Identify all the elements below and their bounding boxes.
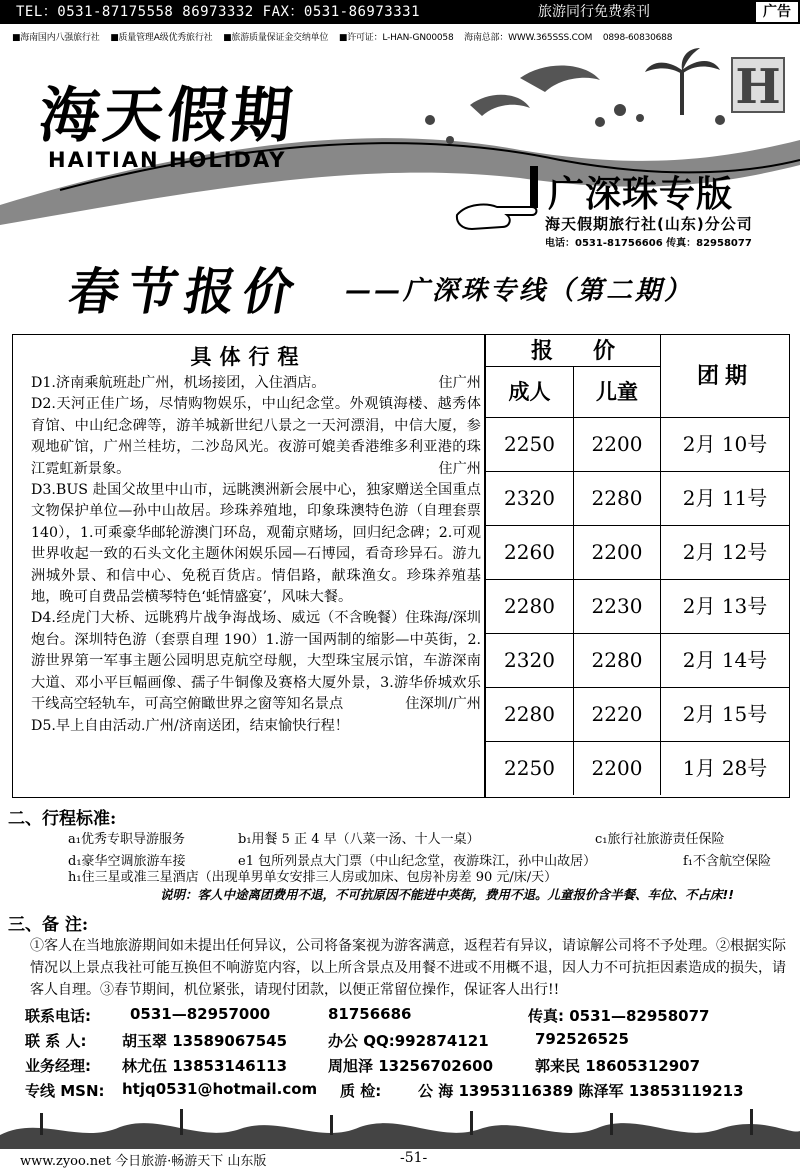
office-qq: 办公 QQ:992874121 xyxy=(328,1032,489,1050)
phone-number: 81756686 xyxy=(328,1005,412,1023)
child-header: 儿童 xyxy=(574,367,661,417)
itinerary-body xyxy=(31,373,481,737)
footer-site: www.zyoo.net 今日旅游·畅游天下 山东版 xyxy=(20,1154,267,1169)
price-row xyxy=(486,741,789,797)
itinerary-box xyxy=(12,334,485,798)
phone-number: 0531—82957000 xyxy=(130,1005,271,1023)
adult-price: 2320 xyxy=(486,634,574,687)
itinerary-title: 具体行程 xyxy=(190,344,307,369)
itinerary-day: D2.天河正佳广场，尽情购物娱乐，中山纪念堂。外观镇海楼、越秀体育馆、中山纪念碑等，游羊城新世纪八景之一天河漂涓，中信大厦，参观地矿馆，广州兰桂坊，二沙岛风光。夜游可媲美香港维多利亚港的珠江霓虹新景象。 住广州 xyxy=(31,396,481,477)
cert-item: 海南总部：WWW.365SSS.COM xyxy=(464,33,593,43)
tour-date: 2月 15号 xyxy=(682,702,768,726)
price-row xyxy=(486,471,789,525)
standard-item: h₁住三星或准三星酒店（出现单男单女安排三人房或加床、包房补房差 90 元/床/天） xyxy=(68,870,558,885)
price-row xyxy=(486,417,789,471)
tour-date: 2月 10号 xyxy=(682,432,768,456)
tour-date: 1月 28号 xyxy=(682,756,768,780)
child-price: 2280 xyxy=(574,472,661,525)
manager: 林尤伍 13853146113 xyxy=(122,1057,288,1075)
brand-logo-cn: 海天假期 xyxy=(35,81,300,151)
cert-item: ■旅游质量保证金交纳单位 xyxy=(223,33,329,43)
adult-price: 2280 xyxy=(486,688,574,741)
standard-item: e1 包所列景点大门票（中山纪念堂，夜游珠江，孙中山故居） xyxy=(238,854,597,869)
headline-title: 春节报价 xyxy=(64,262,307,321)
remarks-heading: 三、备 注: xyxy=(8,915,89,935)
qc-label: 质 检: xyxy=(340,1082,382,1100)
h-monogram-icon xyxy=(732,58,784,115)
cert-item: ■质量管理A级优秀旅行社 xyxy=(110,33,213,43)
itinerary-day: D5.早上自由活动.广州/济南送团，结束愉快行程！ xyxy=(31,717,349,734)
cert-item: 0898-60830688 xyxy=(602,33,673,43)
adult-price: 2250 xyxy=(486,418,574,471)
footer xyxy=(20,1150,428,1169)
ad-badge: 广告 xyxy=(754,0,800,24)
contact-person: 胡玉翠 13589067545 xyxy=(122,1032,288,1050)
manager-label: 业务经理: xyxy=(25,1057,91,1075)
standard-item: a₁优秀专职导游服务 xyxy=(68,832,185,847)
headline-subtitle: ——广深珠专线（第二期） xyxy=(345,276,694,306)
msn-label: 专线 MSN: xyxy=(25,1082,105,1100)
cert-item: ■海南国内八强旅行社 xyxy=(12,33,100,43)
child-price: 2280 xyxy=(574,634,661,687)
fax-number: 传真: 0531—82958077 xyxy=(528,1007,710,1025)
manager: 周旭泽 13256702600 xyxy=(328,1057,494,1075)
standard-item: d₁豪华空调旅游车接 xyxy=(68,854,186,869)
child-price: 2230 xyxy=(574,580,661,633)
pointing-hand-icon xyxy=(452,195,542,235)
standards-note: 说明：客人中途离团费用不退，不可抗原因不能进中英街，费用不退。儿童报价含半餐、车位、不占床!! xyxy=(160,887,734,902)
page-number: -51- xyxy=(400,1150,428,1166)
remarks-text: ①客人在当地旅游期间如未提出任何异议，公司将备案视为游客满意，返程若有异议，请谅解公司将不予处理。②根据实际情况以上景点我社可能互换但不响游览内容，以上所含景点及用餐不进或不用概不退，因人力不可抗拒因素造成的损失，请客人自理。③春节期间，机位紧张，请现付团款，以便正常留位操作，保证客人出行!! xyxy=(30,938,786,998)
svg-text:H: H xyxy=(735,59,781,115)
standard-item: c₁旅行社旅游责任保险 xyxy=(595,832,725,847)
contact-line: TEL：0531-87175558 86973332 FAX：0531-86973331 xyxy=(16,4,421,20)
date-header: 团期 xyxy=(696,363,753,389)
phone-label: 联系电话: xyxy=(25,1007,91,1025)
ornament-border xyxy=(0,1105,800,1149)
standard-item: f₁不含航空保险 xyxy=(683,854,772,869)
standards-heading: 二、行程标准: xyxy=(8,809,117,829)
adult-price: 2260 xyxy=(486,526,574,579)
dolphin-icon xyxy=(470,65,600,116)
tour-date: 2月 13号 xyxy=(682,594,768,618)
itinerary-day: D4.经虎门大桥、远眺鸦片战争海战场、威远炮台。深圳特色游（套票自理 190）1.游一国两制的缩影—中英街，2.游世界第一军事主题公园明思克航空母舰，大型珠宝展示馆，车游深南大道、邓小平巨幅画像、孺子牛铜像及赛格大厦外景，3.游华侨城欢乐干线高空轻轨车，可高空俯瞰世界之窗等知名景点 住深圳/广州 xyxy=(31,610,481,713)
child-price: 2200 xyxy=(574,742,661,795)
price-row xyxy=(486,579,789,633)
tour-date: 2月 14号 xyxy=(682,648,768,672)
itinerary-day: D1.济南乘航班赴广州，机场接团，入住酒店。 住广州 xyxy=(31,375,481,391)
adult-header: 成人 xyxy=(486,367,574,417)
child-price: 2200 xyxy=(574,526,661,579)
price-table xyxy=(485,334,790,798)
itinerary-day: D3.BUS 赴国父故里中山市，远眺澳洲新会展中心，独家赠送全国重点文物保护单位—孙中山故居。珍珠养殖地，印象珠澳特色游（自理套票 140），1.可乘豪华邮轮游澳门环岛，观葡京赌场，回归纪念碑；2.可观世界收起一致的石头文化主题休闲娱乐园—石博园，看奇珍异石。游九洲城外景、和信中心、免税百货店。情侣路，献珠渔女。珍珠养殖基地，晚可自费品尝横琴特色‘蚝情盛宴’，风味大餐。 （不含晚餐）住珠海/深圳 xyxy=(31,482,481,627)
index-text: 旅游同行免费索刊 xyxy=(538,4,650,20)
child-price: 2200 xyxy=(574,418,661,471)
adult-price: 2280 xyxy=(486,580,574,633)
adult-price: 2320 xyxy=(486,472,574,525)
price-row xyxy=(486,525,789,579)
manager: 郭来民 18605312907 xyxy=(535,1057,701,1075)
child-price: 2220 xyxy=(574,688,661,741)
contact-person-label: 联 系 人: xyxy=(25,1032,87,1050)
tour-date: 2月 12号 xyxy=(682,540,768,564)
price-header: 报价 xyxy=(486,335,661,367)
price-row xyxy=(486,633,789,687)
standard-item: b₁用餐 5 正 4 早（八菜一汤、十人一桌） xyxy=(238,832,480,847)
edition-title: 广深珠专版 xyxy=(548,174,734,215)
branch-name: 海天假期旅行社(山东)分公司 xyxy=(545,215,753,233)
msn-address: htjq0531@hotmail.com xyxy=(122,1080,318,1098)
cert-item: ■许可证：L-HAN-GN00058 xyxy=(338,33,454,43)
office-qq-2: 792526525 xyxy=(535,1030,629,1048)
tour-date: 2月 11号 xyxy=(682,486,768,510)
branch-phone: 电话：0531-81756606 传真：82958077 xyxy=(545,238,752,249)
palm-tree-icon xyxy=(645,48,720,115)
adult-price: 2250 xyxy=(486,742,574,795)
price-row xyxy=(486,687,789,741)
brand-logo-en: HAITIAN HOLIDAY xyxy=(48,148,287,172)
qc-contacts: 公 海 13953116389 陈泽军 13853119213 xyxy=(418,1082,744,1100)
